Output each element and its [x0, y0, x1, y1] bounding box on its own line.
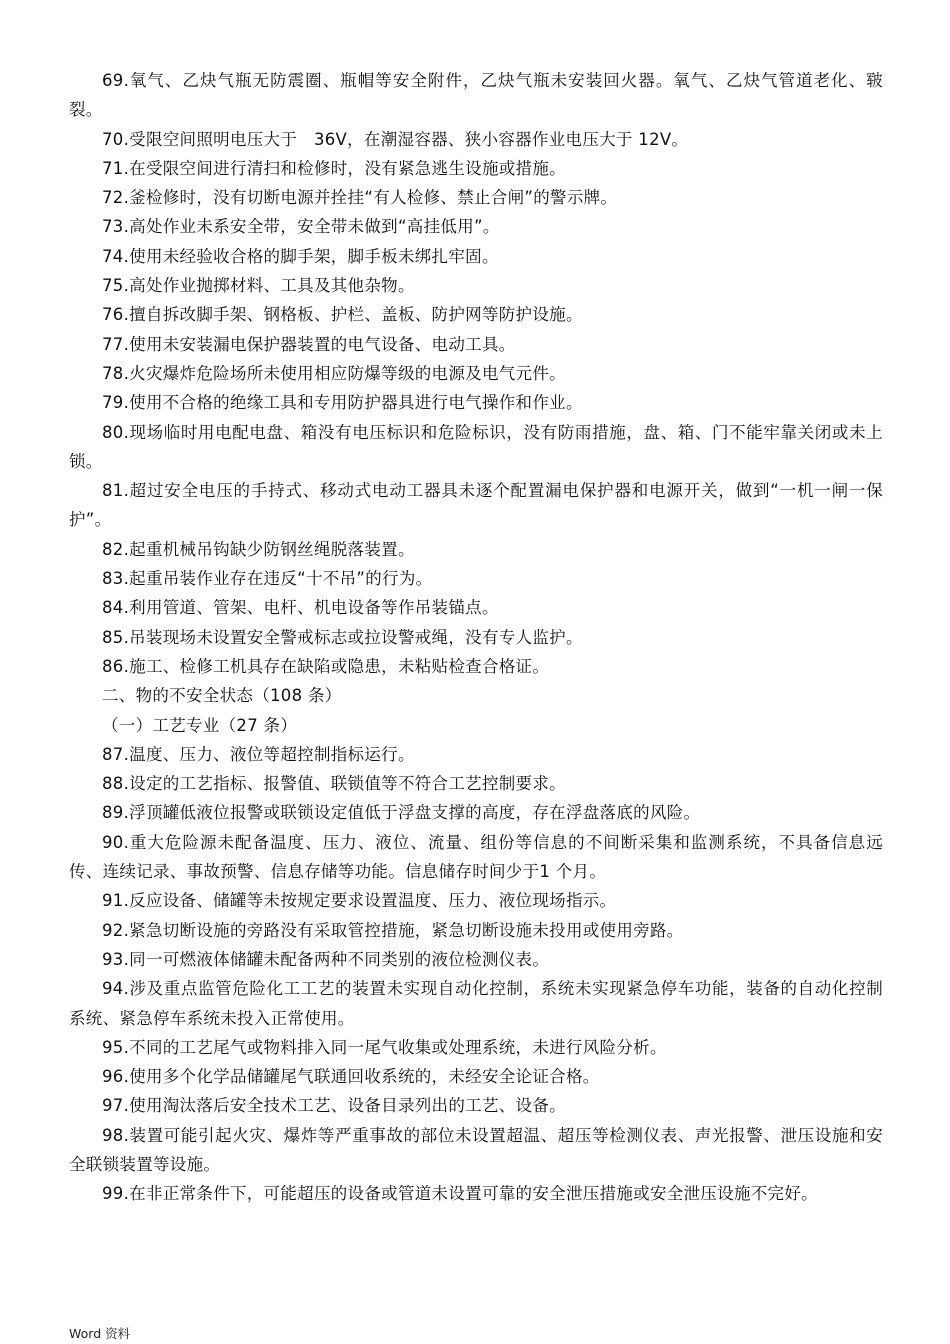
item-83: 83.起重吊装作业存在违反“十不吊”的行为。 — [102, 569, 433, 589]
item-87: 87.温度、压力、液位等超控制指标运行。 — [102, 744, 415, 764]
item-92: 92.紧急切断设施的旁路没有采取管控措施，紧急切断设施未投用或使用旁路。 — [102, 920, 684, 940]
item-69: 69.氧气、乙炔气瓶无防震圈、瓶帽等安全附件，乙炔气瓶未安装回火器。氧气、乙炔气管道老化、皲裂。 — [69, 71, 883, 120]
item-99: 99.在非正常条件下，可能超压的设备或管道未设置可靠的安全泄压措施或安全泄压设施不完好。 — [102, 1184, 818, 1204]
page-footer: Word 资料 — [69, 1326, 131, 1341]
subsection-heading: （一）工艺专业（27 条） — [102, 715, 298, 735]
item-73: 73.高处作业未系安全带，安全带未做到“高挂低用”。 — [102, 217, 500, 237]
item-77: 77.使用未安装漏电保护器装置的电气设备、电动工具。 — [102, 334, 516, 354]
item-89: 89.浮顶罐低液位报警或联锁设定值低于浮盘支撑的高度，存在浮盘落底的风险。 — [102, 803, 701, 823]
item-71: 71.在受限空间进行清扫和检修时，没有紧急逃生设施或措施。 — [102, 158, 566, 178]
item-82: 82.起重机械吊钩缺少防钢丝绳脱落装置。 — [102, 539, 415, 559]
item-88: 88.设定的工艺指标、报警值、联锁值等不符合工艺控制要求。 — [102, 774, 566, 794]
item-96: 96.使用多个化学品储罐尾气联通回收系统的，未经安全论证合格。 — [102, 1067, 600, 1087]
item-86: 86.施工、检修工机具存在缺陷或隐患，未粘贴检查合格证。 — [102, 656, 550, 676]
item-78: 78.火灾爆炸危险场所未使用相应防爆等级的电源及电气元件。 — [102, 363, 566, 383]
item-90: 90.重大危险源未配备温度、压力、液位、流量、组份等信息的不间断采集和监测系统，不具备信息远传、连续记录、事故预警、信息存储等功能。信息储存时间少于1 个月。 — [69, 832, 883, 882]
item-81: 81.超过安全电压的手持式、移动式电动工器具未逐个配置漏电保护器和电源开关，做到“一机一闸一保护”。 — [69, 481, 883, 530]
document-body — [69, 66, 883, 1209]
item-84: 84.利用管道、管架、电杆、机电设备等作吊装锚点。 — [102, 598, 499, 618]
item-70: 70.受限空间照明电压大于 36V，在潮湿容器、狭小容器作业电压大于 12V。 — [102, 129, 689, 149]
item-97: 97.使用淘汰落后安全技术工艺、设备目录列出的工艺、设备。 — [102, 1096, 566, 1116]
item-91: 91.反应设备、储罐等未按规定要求设置温度、压力、液位现场指示。 — [102, 891, 617, 911]
item-94: 94.涉及重点监管危险化工工艺的装置未实现自动化控制，系统未实现紧急停车功能，装备的自动化控制系统、紧急停车系统未投入正常使用。 — [69, 979, 883, 1028]
item-74: 74.使用未经验收合格的脚手架，脚手板未绑扎牢固。 — [102, 246, 499, 266]
section-heading: 二、物的不安全状态（108 条） — [102, 686, 342, 706]
item-85: 85.吊装现场未设置安全警戒标志或拉设警戒绳，没有专人监护。 — [102, 627, 583, 647]
item-95: 95.不同的工艺尾气或物料排入同一尾气收集或处理系统，未进行风险分析。 — [102, 1037, 667, 1057]
item-98: 98.装置可能引起火灾、爆炸等严重事故的部位未设置超温、超压等检测仪表、声光报警、泄压设施和安全联锁装置等设施。 — [69, 1125, 883, 1174]
item-72: 72.釜检修时，没有切断电源并拴挂“有人检修、禁止合闸”的警示牌。 — [102, 188, 618, 208]
item-75: 75.高处作业抛掷材料、工具及其他杂物。 — [102, 276, 415, 296]
item-93: 93.同一可燃液体储罐未配备两种不同类别的液位检测仪表。 — [102, 949, 550, 969]
item-76: 76.擅自拆改脚手架、钢格板、护栏、盖板、防护网等防护设施。 — [102, 305, 583, 325]
item-80: 80.现场临时用电配电盘、箱没有电压标识和危险标识，没有防雨措施，盘、箱、门不能牢靠关闭或未上锁。 — [69, 422, 883, 471]
item-79: 79.使用不合格的绝缘工具和专用防护器具进行电气操作和作业。 — [102, 393, 583, 413]
